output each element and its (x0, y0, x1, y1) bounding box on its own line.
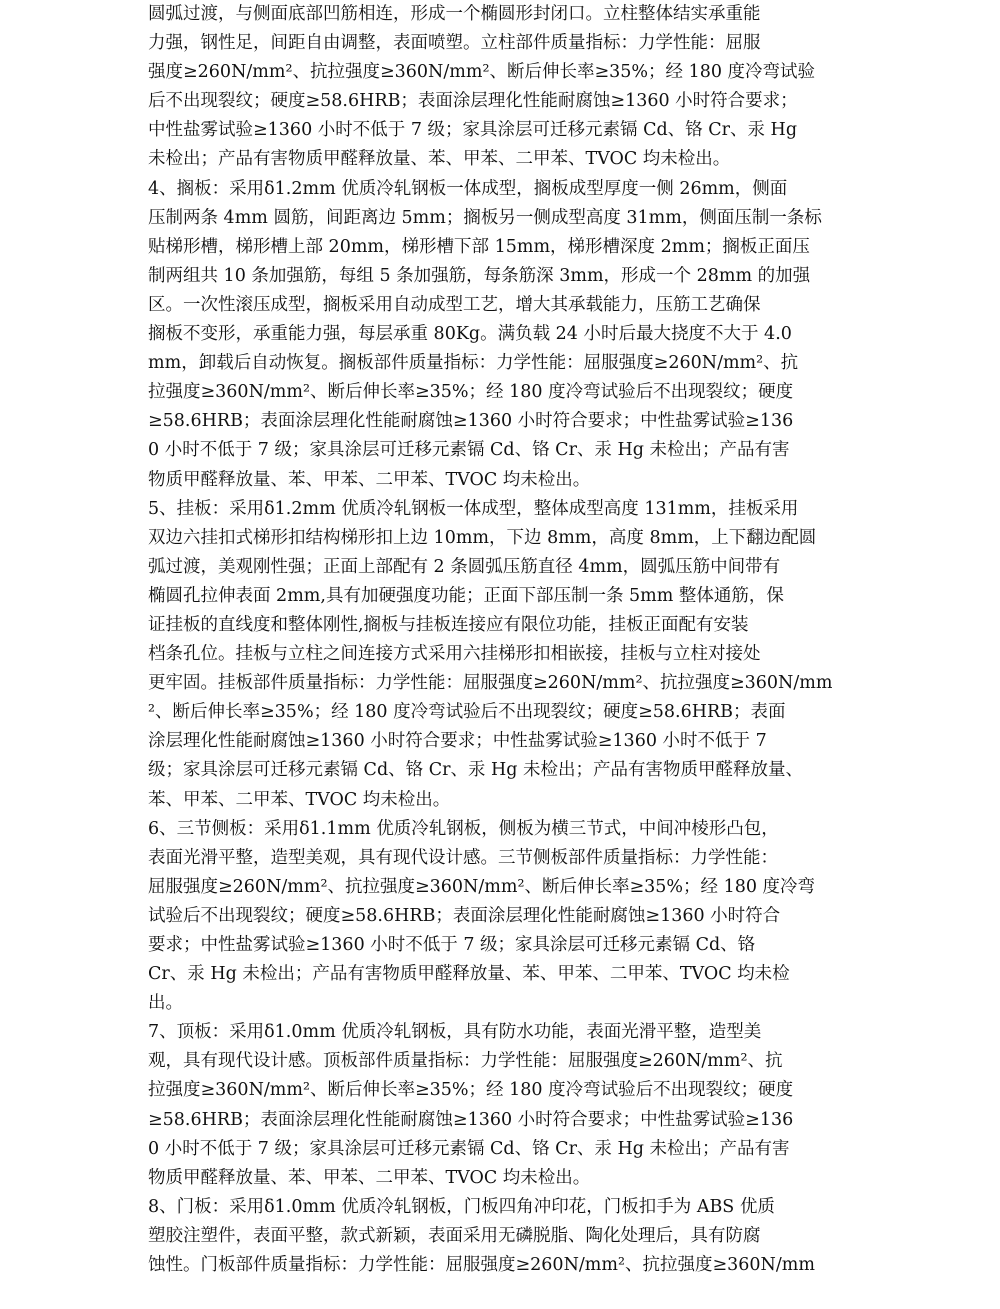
text-line: 中性盐雾试验≥1360 小时不低于 7 级；家具涂层可迁移元素镉 Cd、铬 Cr、汞 Hg (148, 120, 798, 141)
text-line: 拉强度≥360N/mm²、断后伸长率≥35%；经 180 度冷弯试验后不出现裂纹；硬度 (148, 382, 794, 403)
text-line: ²、断后伸长率≥35%；经 180 度冷弯试验后不出现裂纹；硬度≥58.6HRB；表面 (148, 702, 786, 723)
text-line: 更牢固。挂板部件质量指标：力学性能：屈服强度≥260N/mm²、抗拉强度≥360N/mm (148, 673, 833, 694)
text-line: 档条孔位。挂板与立柱之间连接方式采用六挂梯形扣相嵌接，挂板与立柱对接处 (148, 644, 761, 665)
text-line: 塑胶注塑件，表面平整，款式新颖，表面采用无磷脱脂、陶化处理后，具有防腐 (148, 1225, 761, 1246)
text-line: 弧过渡，美观刚性强；正面上部配有 2 条圆弧压筋直径 4mm，圆弧压筋中间带有 (148, 556, 781, 577)
text-line: 后不出现裂纹；硬度≥58.6HRB；表面涂层理化性能耐腐蚀≥1360 小时符合要求； (148, 91, 798, 112)
text-line: 屈服强度≥260N/mm²、抗拉强度≥360N/mm²、断后伸长率≥35%；经 180 度冷弯 (148, 876, 816, 897)
text-line: 强度≥260N/mm²、抗拉强度≥360N/mm²、断后伸长率≥35%；经 180 度冷弯试验 (148, 62, 816, 83)
text-line: 物质甲醛释放量、苯、甲苯、二甲苯、TVOC 均未检出。 (148, 1167, 591, 1188)
text-line: 椭圆孔拉伸表面 2mm,具有加硬强度功能；正面下部压制一条 5mm 整体通筋，保 (148, 585, 784, 606)
text-line: 观，具有现代设计感。顶板部件质量指标：力学性能：屈服强度≥260N/mm²、抗 (148, 1051, 783, 1072)
text-line: 出。 (148, 993, 183, 1014)
text-line: 要求；中性盐雾试验≥1360 小时不低于 7 级；家具涂层可迁移元素镉 Cd、铬 (148, 935, 756, 955)
text-line: ≥58.6HRB；表面涂层理化性能耐腐蚀≥1360 小时符合要求；中性盐雾试验≥136 (148, 411, 794, 432)
text-line: 表面光滑平整，造型美观，具有现代设计感。三节侧板部件质量指标：力学性能： (148, 847, 778, 868)
text-line: 物质甲醛释放量、苯、甲苯、二甲苯、TVOC 均未检出。 (148, 469, 591, 490)
text-line: 8、门板：采用δ1.0mm 优质冷轧钢板，门板四角冲印花，门板扣手为 ABS 优质 (148, 1196, 775, 1217)
text-line: 苯、甲苯、二甲苯、TVOC 均未检出。 (148, 789, 451, 810)
text-line: 未检出；产品有害物质甲醛释放量、苯、甲苯、二甲苯、TVOC 均未检出。 (148, 149, 731, 170)
text-line (148, 1280, 868, 1309)
text-line: 双边六挂扣式梯形扣结构梯形扣上边 10mm，下边 8mm，高度 8mm，上下翻边配圆 (148, 527, 817, 548)
text-line: 压制两条 4mm 圆筋，间距离边 5mm；搁板另一侧成型高度 31mm，侧面压制一条标 (148, 207, 822, 228)
text-line: mm，卸载后自动恢复。搁板部件质量指标：力学性能：屈服强度≥260N/mm²、抗 (148, 353, 799, 374)
text-line: Cr、汞 Hg 未检出；产品有害物质甲醛释放量、苯、甲苯、二甲苯、TVOC 均未检 (148, 964, 790, 985)
text-line: ≥58.6HRB；表面涂层理化性能耐腐蚀≥1360 小时符合要求；中性盐雾试验≥136 (148, 1109, 794, 1130)
text-line: 4、搁板：采用δ1.2mm 优质冷轧钢板一体成型，搁板成型厚度一侧 26mm，侧面 (148, 178, 788, 199)
text-line: 证挂板的直线度和整体刚性,搁板与挂板连接应有限位功能，挂板正面配有安装 (148, 614, 749, 635)
document-body (148, 0, 868, 1309)
text-line: 6、三节侧板：采用δ1.1mm 优质冷轧钢板，侧板为横三节式，中间冲棱形凸包， (148, 818, 779, 839)
text-line: 圆弧过渡，与侧面底部凹筋相连，形成一个椭圆形封闭口。立柱整体结实承重能 (148, 4, 761, 24)
text-line: 蚀性。门板部件质量指标：力学性能：屈服强度≥260N/mm²、抗拉强度≥360N/mm (148, 1255, 815, 1276)
text-line: 拉强度≥360N/mm²、断后伸长率≥35%；经 180 度冷弯试验后不出现裂纹；硬度 (148, 1080, 794, 1101)
text-line: 0 小时不低于 7 级；家具涂层可迁移元素镉 Cd、铬 Cr、汞 Hg 未检出；产品有害 (148, 1138, 790, 1159)
text-line: 贴梯形槽，梯形槽上部 20mm，梯形槽下部 15mm，梯形槽深度 2mm；搁板正面压 (148, 236, 810, 257)
text-line: 涂层理化性能耐腐蚀≥1360 小时符合要求；中性盐雾试验≥1360 小时不低于 7 (148, 731, 767, 752)
text-line: 搁板不变形，承重能力强，每层承重 80Kg。满负载 24 小时后最大挠度不大于 4.0 (148, 324, 792, 345)
text-line: 试验后不出现裂纹；硬度≥58.6HRB；表面涂层理化性能耐腐蚀≥1360 小时符合 (148, 905, 781, 926)
text-line: 7、顶板：采用δ1.0mm 优质冷轧钢板，具有防水功能，表面光滑平整，造型美 (148, 1022, 762, 1043)
text-line: 区。一次性滚压成型，搁板采用自动成型工艺，增大其承载能力，压筋工艺确保 (148, 294, 761, 315)
text-line: 0 小时不低于 7 级；家具涂层可迁移元素镉 Cd、铬 Cr、汞 Hg 未检出；产品有害 (148, 440, 790, 461)
text-line: 级；家具涂层可迁移元素镉 Cd、铬 Cr、汞 Hg 未检出；产品有害物质甲醛释放量、 (148, 760, 804, 781)
text-line: 力强，钢性足，间距自由调整，表面喷塑。立柱部件质量指标：力学性能：屈服 (148, 33, 761, 54)
text-line: 制两组共 10 条加强筋，每组 5 条加强筋，每条筋深 3mm，形成一个 28mm 的加强 (148, 265, 811, 286)
text-line: 5、挂板：采用δ1.2mm 优质冷轧钢板一体成型，整体成型高度 131mm，挂板采用 (148, 498, 799, 519)
